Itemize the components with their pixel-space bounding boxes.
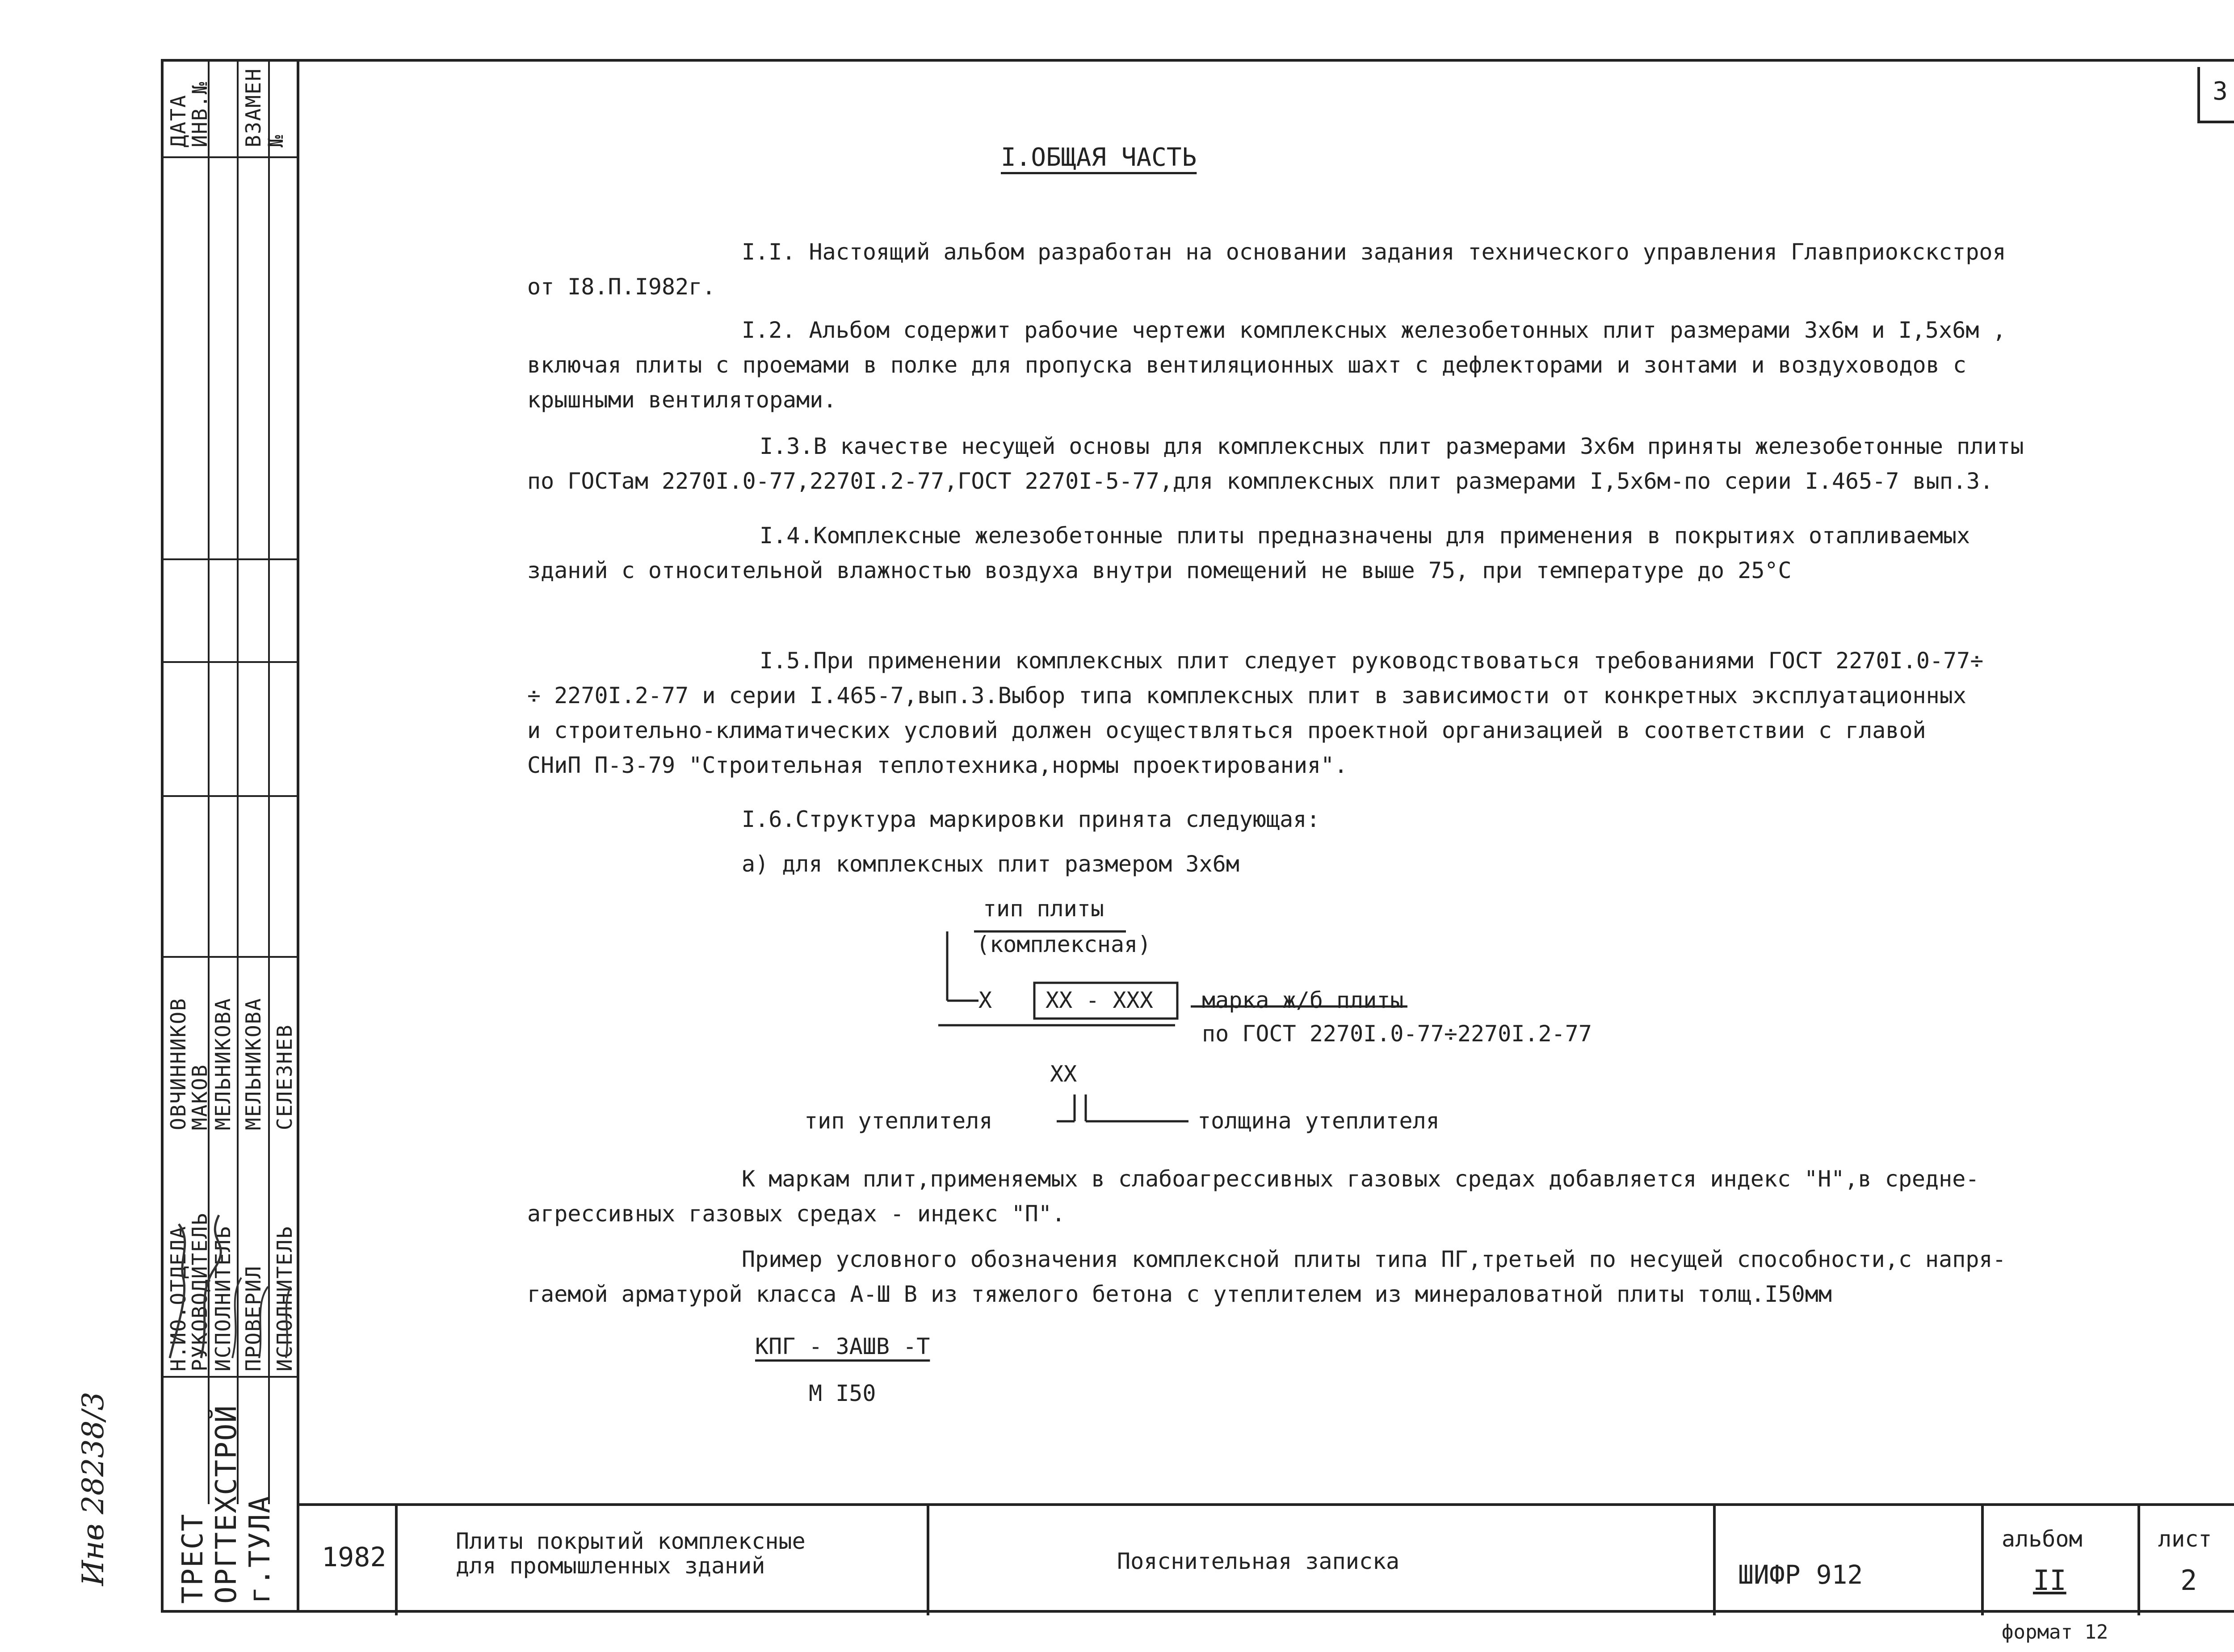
side-row-3 — [161, 661, 299, 663]
stamp-album-value: II — [2033, 1564, 2066, 1597]
side-name-4: МЕЛЬНИКОВА — [241, 998, 265, 1130]
scheme-type-label: тип плиты — [983, 896, 1104, 922]
para-5-line-4: СНиП П-3-79 "Строительная теплотехника,нормы проектирования". — [527, 752, 1348, 778]
scheme-gost-label: по ГОСТ 2270I.0-77÷2270I.2-77 — [1202, 1021, 1592, 1047]
side-row-2 — [161, 558, 299, 560]
para-3-line-2: по ГОСТам 2270I.0-77,2270I.2-77,ГОСТ 2270I-5-77,для комплексных плит размерами I,5х6м-по серии I.465-7 вып.3. — [527, 468, 1994, 494]
side-org-3: г.ТУЛА — [244, 1495, 277, 1604]
stamp-cipher: ШИФР 912 — [1738, 1560, 1863, 1590]
para-5-line-2: ÷ 2270I.2-77 и серии I.465-7,вып.3.Выбор типа комплексных плит в зависимости от конкретных эксплуатационных — [527, 683, 1966, 709]
scheme-mark-label: марка ж/б плиты — [1202, 987, 1404, 1013]
scheme-insul-thick: толщина утеплителя — [1197, 1108, 1440, 1134]
para-4-line-1: I.4.Комплексные железобетонные плиты предназначены для применения в покрытиях отапливаемых — [760, 523, 1970, 549]
para-2-line-2: включая плиты с проемами в полке для пропуска вентиляционных шахт с дефлекторами и зонтами и воздуховодов с — [527, 352, 1966, 378]
para-8-line-1: Пример условного обозначения комплексной плиты типа ПГ,третьей по несущей способности,с напря- — [742, 1246, 2006, 1272]
para-2-line-3: крышными вентиляторами. — [527, 387, 837, 413]
stamp-cipher-cell — [1716, 1506, 1984, 1615]
stamp-doc-title: Пояснительная записка — [1117, 1548, 1400, 1574]
side-row-1 — [161, 156, 299, 158]
side-name-5: СЕЛЕЗНЕВ — [273, 1024, 297, 1130]
side-date-label: ДАТА — [166, 94, 190, 147]
para-7-line-1: К маркам плит,применяемых в слабоагрессивных газовых средах добавляется индекс "Н",в средне- — [742, 1166, 1979, 1192]
signatures-graphic — [152, 1108, 304, 1376]
side-replace-label: ВЗАМЕН — [241, 67, 265, 147]
para-6a: а) для комплексных плит размером 3х6м — [742, 851, 1239, 877]
side-role-3: ИСПОЛНИТЕЛЬ — [211, 1225, 235, 1371]
stamp-sheet-label: лист — [2158, 1526, 2212, 1552]
stamp-sheet-value: 2 — [2180, 1564, 2197, 1597]
format-label: формат 12 — [2002, 1621, 2108, 1644]
side-replace-num: № — [264, 134, 288, 147]
para-4-line-2: зданий с относительной влажностью воздуха внутри помещений не выше 75, при температуре до 25°С — [527, 558, 1792, 583]
scheme-insul-type: тип утеплителя — [804, 1108, 993, 1134]
scheme-box-text: XX - XXX — [1046, 987, 1153, 1013]
para-7-line-2: агрессивных газовых средах - индекс "П". — [527, 1201, 1066, 1227]
para-3-line-1: I.3.В качестве несущей основы для комплексных плит размерами 3х6м приняты железобетонные плиты — [760, 433, 2024, 459]
side-name-2: МАКОВ — [188, 1064, 212, 1130]
inventory-note: Инв 28238/3 — [76, 1392, 110, 1586]
page-number: 3 — [2197, 67, 2234, 123]
para-2-line-1: I.2. Альбом содержит рабочие чертежи комплексных железобетонных плит размерами 3х6м и I,5х6м , — [742, 317, 2006, 343]
side-strip — [161, 59, 299, 1613]
stamp-doc-cell — [929, 1506, 1716, 1615]
side-row-5 — [161, 956, 299, 958]
stamp-sheet-cell — [2140, 1506, 2234, 1615]
stamp-album-cell — [1984, 1506, 2140, 1615]
side-role-5: ИСПОЛНИТЕЛЬ — [273, 1225, 297, 1371]
side-role-2: РУКОВОДИТЕЛЬ — [188, 1212, 212, 1371]
stamp-name-line-2: для промышленных зданий — [456, 1553, 765, 1579]
example-code: КПГ - 3АШВ -Т — [755, 1333, 930, 1359]
para-5-line-3: и строительно-климатических условий должен осуществляться проектной организацией в соответствии с главой — [527, 717, 1926, 743]
stamp-name-line-1: Плиты покрытий комплексные — [456, 1528, 806, 1554]
stamp-name-cell — [398, 1506, 929, 1615]
scheme-x-letter: X — [978, 987, 992, 1013]
section-title: I.ОБЩАЯ ЧАСТЬ — [1001, 143, 1197, 172]
stamp-album-label: альбом — [2002, 1526, 2083, 1552]
para-1-line-2: от I8.П.I982г. — [527, 274, 716, 300]
example-sub: М I50 — [809, 1380, 876, 1406]
side-inv-label: ИНВ.№ — [188, 81, 212, 147]
para-6: I.6.Структура маркировки принята следующая: — [742, 806, 1320, 832]
stamp-year-cell — [299, 1506, 398, 1615]
scheme-type-sub: (комплексная) — [976, 931, 1151, 957]
title-block — [299, 1503, 2234, 1615]
scheme-xx-top: XX — [1050, 1061, 1077, 1087]
side-row-4 — [161, 795, 299, 797]
side-name-1: ОВЧИННИКОВ — [166, 998, 190, 1130]
para-5-line-1: I.5.При применении комплексных плит следует руководствоваться требованиями ГОСТ 2270I.0-77÷ — [760, 648, 1984, 674]
side-role-1: Н.ИО.ОТДЕЛА — [166, 1225, 190, 1371]
side-org-2: ОРГТЕХСТРОЙ — [210, 1405, 243, 1604]
side-row-6 — [161, 1376, 299, 1378]
stamp-year: 1982 — [322, 1542, 386, 1573]
side-name-3: МЕЛЬНИКОВА — [211, 998, 235, 1130]
side-org-1: ТРЕСТ — [176, 1513, 210, 1604]
para-1-line-1: I.I. Настоящий альбом разработан на основании задания технического управления Главприокскстроя — [742, 239, 2006, 265]
side-role-4: ПРОВЕРИЛ — [241, 1265, 265, 1371]
para-8-line-2: гаемой арматурой класса А-Ш В из тяжелого бетона с утеплителем из минераловатной плиты толщ.I50мм — [527, 1281, 1832, 1307]
